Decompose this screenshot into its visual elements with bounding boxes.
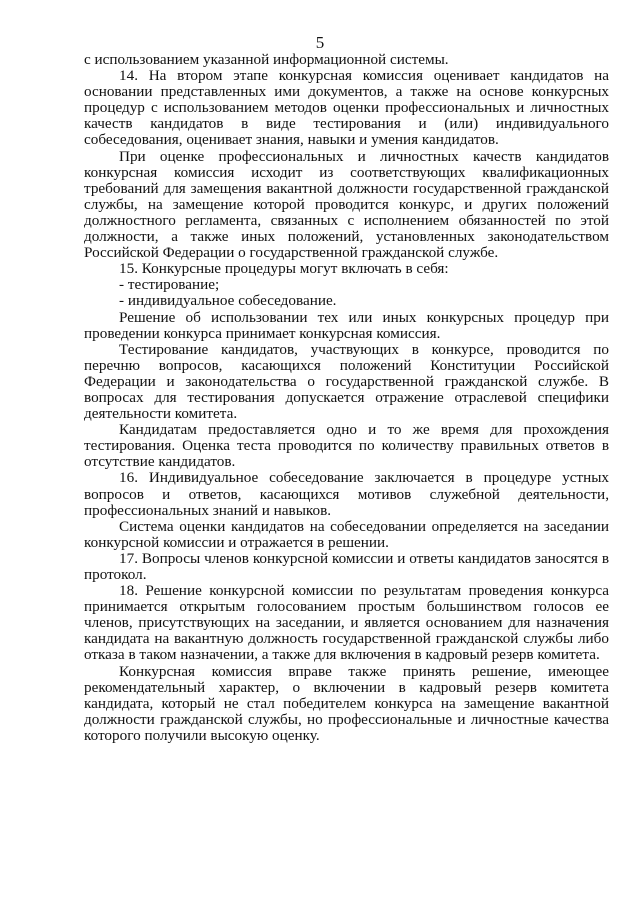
- paragraph-interview-evaluation: Система оценки кандидатов на собеседовании определяется на заседании конкурсной комиссии и отражается в решении.: [84, 517, 609, 551]
- paragraph-item-14: 14. На втором этапе конкурсная комиссия оценивает кандидатов на основании представленных ими документов, а также на основе конкурсных процедур с использованием методов оценки профессиональных и личностных качеств кандидатов в виде тестирования и (или) индивидуального собеседования, оценивает знания, навыки и умения кандидатов.: [84, 67, 609, 149]
- paragraph-procedure-decision: Решение об использовании тех или иных конкурсных процедур при проведении конкурса принимает конкурсная комиссия.: [84, 308, 609, 342]
- document-body: [84, 52, 609, 744]
- paragraph-item-16: 16. Индивидуальное собеседование заключается в процедуре устных вопросов и ответов, касающихся мотивов служебной деятельности, профессиональных знаний и навыков.: [84, 469, 609, 519]
- paragraph-item-18: 18. Решение конкурсной комиссии по результатам проведения конкурса принимается открытым голосованием простым большинством голосов ее членов, присутствующих на заседании, и является основанием для назначения кандидата на вакантную должность государственной гражданской службы либо отказа в таком назначении, а также для включения в кадровый резерв комитета.: [84, 582, 609, 664]
- paragraph-item-17: 17. Вопросы членов конкурсной комиссии и ответы кандидатов заносятся в протокол.: [84, 549, 609, 583]
- list-item-testing: - тестирование;: [119, 276, 220, 294]
- paragraph-continuation: с использованием указанной информационной системы.: [84, 51, 449, 68]
- paragraph-testing-questions: Тестирование кандидатов, участвующих в конкурсе, проводится по перечню вопросов, касающихся положений Конституции Российской Федерации и законодательства о государственной гражданской службе. В вопросах для тестирования допускается отражение отраслевой специфики деятельности комитета.: [84, 340, 609, 423]
- list-item-interview: - индивидуальное собеседование.: [119, 292, 337, 310]
- paragraph-testing-time: Кандидатам предоставляется одно и то же время для прохождения тестирования. Оценка теста проводится по количеству правильных ответов в отсутствие кандидатов.: [84, 421, 609, 471]
- paragraph-assessment-criteria: При оценке профессиональных и личностных качеств кандидатов конкурсная комиссия исходит из соответствующих квалификационных требований для замещения вакантной должности государственной гражданской службы, на замещение которой проводится конкурс, и других положений должностного регламента, связанных с исполнением обязанностей по этой должности, а также иных положений, установленных законодательством Российской Федерации о государственной гражданской службе.: [84, 147, 609, 262]
- paragraph-reserve-recommendation: Конкурсная комиссия вправе также принять решение, имеющее рекомендательный характер, о включении в кадровый резерв комитета кандидата, который не стал победителем конкурса на замещение вакантной должности гражданской службы, но профессиональные и личностные качества которого получили высокую оценку.: [84, 662, 609, 744]
- page-number: 5: [315, 33, 325, 52]
- paragraph-item-15: 15. Конкурсные процедуры могут включать в себя:: [119, 260, 449, 278]
